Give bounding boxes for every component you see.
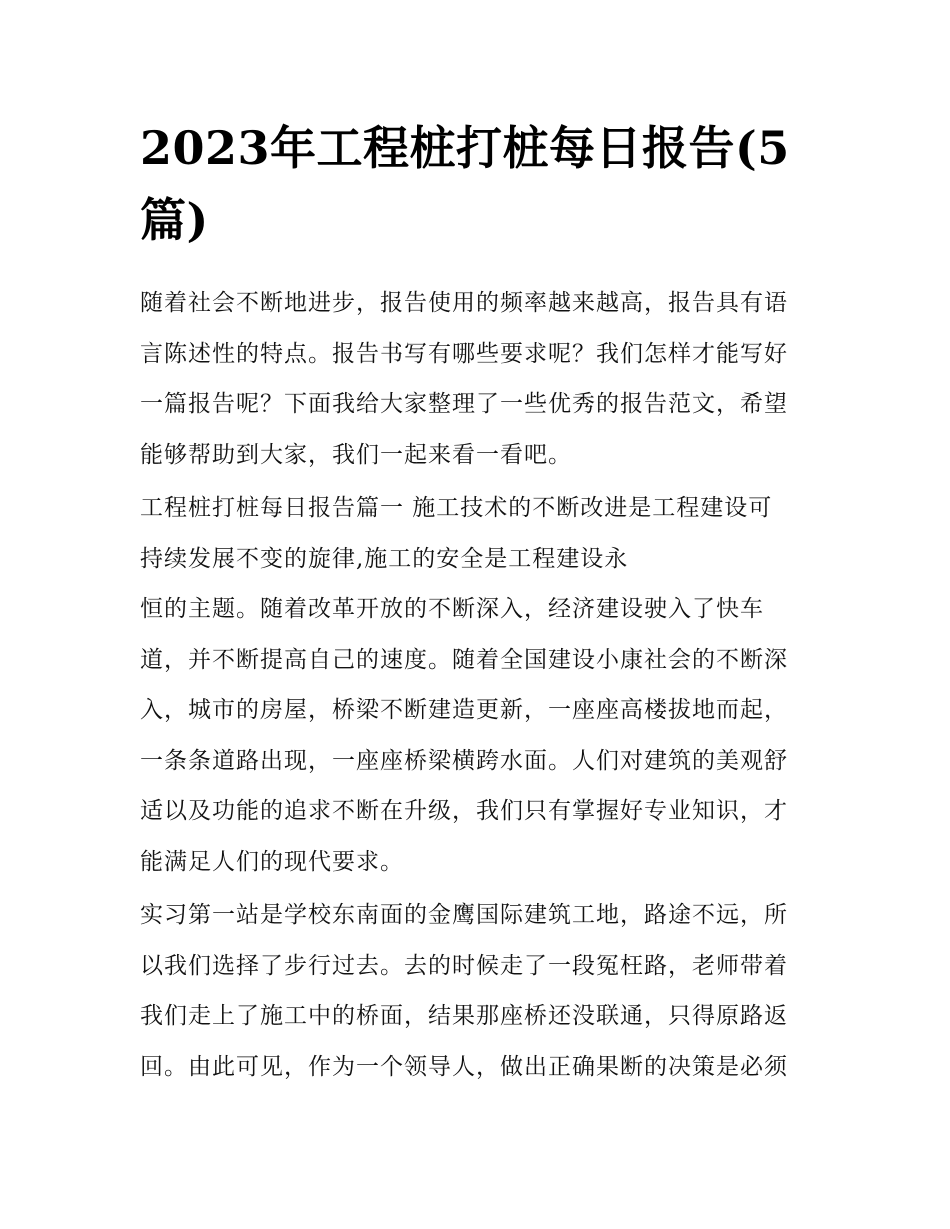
text-line: 工程桩打桩每日报告篇一 施工技术的不断改进是工程建设可 [140,495,773,521]
text-line: 适以及功能的追求不断在升级，我们只有掌握好专业知识，才 [140,798,788,824]
document-title [140,112,812,256]
title-line: 2023年工程桩打桩每日报告(5 [140,121,790,175]
text-line: 能满足人们的现代要求。 [140,848,404,875]
text-line: 言陈述性的特点。报告书写有哪些要求呢？我们怎样才能写好 [140,340,788,367]
intro-paragraph [140,278,812,480]
document-body [140,112,812,1092]
text-line: 随着社会不断地进步，报告使用的频率越来越高，报告具有语 [140,290,788,316]
article-one-paragraph [140,483,812,887]
text-line: 以我们选择了步行过去。去的时候走了一段冤枉路，老师带着 [140,952,788,979]
internship-paragraph [140,890,812,1092]
text-line: 道，并不断提高自己的速度。随着全国建设小康社会的不断深 [140,646,788,673]
text-line: 一篇报告呢？下面我给大家整理了一些优秀的报告范文，希望 [140,391,788,417]
text-line: 持续发展不变的旋律,施工的安全是工程建设永 [140,545,629,572]
text-line: 入，城市的房屋，桥梁不断建造更新，一座座高楼拔地而起， [140,697,788,723]
text-line: 恒的主题。随着改革开放的不断深入，经济建设驶入了快车 [140,596,764,622]
title-line: 篇) [140,193,209,247]
text-line: 我们走上了施工中的桥面，结果那座桥还没联通，只得原路返 [140,1003,788,1029]
text-line: 回。由此可见，作为一个领导人，做出正确果断的决策是必须 [140,1053,788,1080]
text-line: 一条条道路出现，一座座桥梁横跨水面。人们对建筑的美观舒 [140,747,788,774]
text-line: 能够帮助到大家，我们一起来看一看吧。 [140,441,572,468]
text-line: 实习第一站是学校东南面的金鹰国际建筑工地，路途不远，所 [140,902,788,928]
